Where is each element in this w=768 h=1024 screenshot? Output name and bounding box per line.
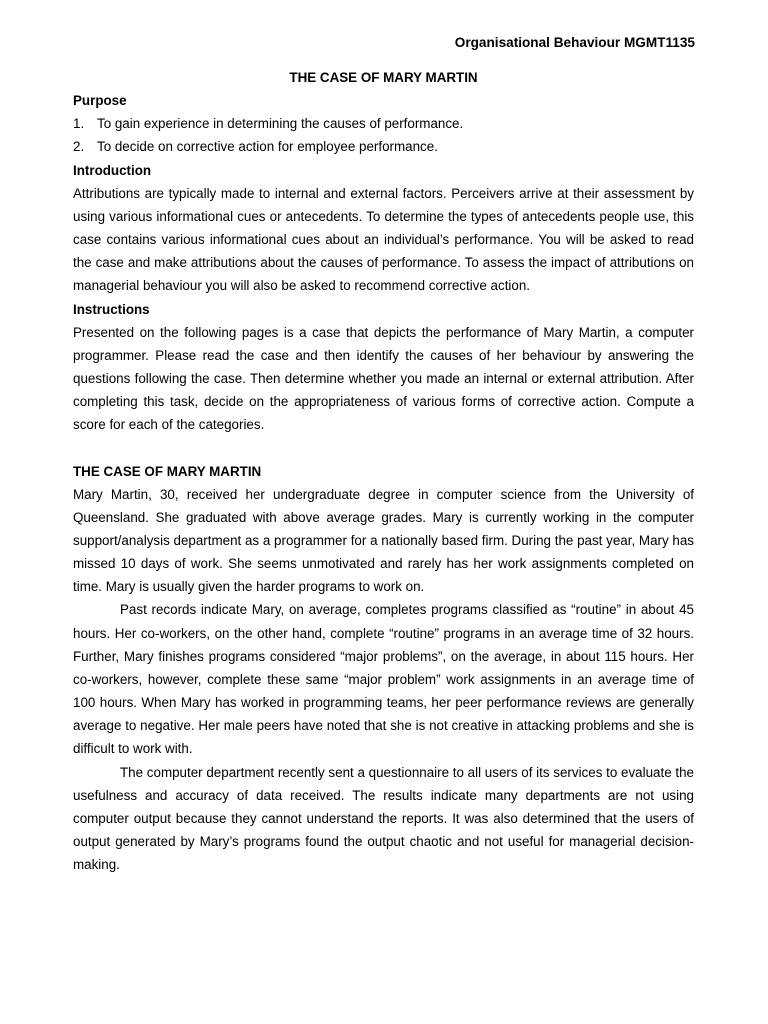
purpose-item	[73, 135, 694, 158]
case-paragraph: Mary Martin, 30, received her undergraduate degree in computer science from the University of Queensland. She graduated with above average grades. Mary is currently working in the computer support/analysis department as a programmer for a nationally based firm. During the past year, Mary has missed 10 days of work. She seems unmotivated and rarely has her work assignments completed on time. Mary is usually given the harder programs to work on.	[73, 486, 694, 595]
document-title: THE CASE OF MARY MARTIN	[289, 70, 478, 85]
section-spacer	[73, 437, 694, 460]
case-paragraph: The computer department recently sent a questionnaire to all users of its services to evaluate the usefulness and accuracy of data received. The results indicate many departments are not using computer output because they cannot understand the reports. It was also determined that the users of output generated by Mary’s programs found the output chaotic and not useful for managerial decision-making.	[73, 764, 694, 873]
instructions-heading: Instructions	[73, 301, 150, 317]
purpose-item-number: 1.	[73, 116, 85, 132]
purpose-heading: Purpose	[73, 93, 127, 109]
case-paragraph: Past records indicate Mary, on average, completes programs classified as “routine” in about 45 hours. Her co-workers, on the other hand, complete “routine” programs in an average time of 32 hours. Further, Mary finishes programs considered “major problems”, on the average, in about 115 hours. Her co-workers, however, complete these same “major problem” work assignments in an average time of 100 hours. When Mary has worked in programming teams, her peer performance reviews are generally average to negative. Her male peers have noted that she is not creative in attacking problems and she is difficult to work with.	[73, 602, 694, 757]
instructions-paragraph: Presented on the following pages is a case that depicts the performance of Mary Martin, a computer programmer. Please read the case and then identify the causes of her behaviour by answering the questions following the case. Then determine whether you made an internal or external attribution. After completing this task, decide on the appropriateness of various forms of corrective action. Compute a score for each of the categories.	[73, 324, 694, 433]
case-heading: THE CASE OF MARY MARTIN	[73, 463, 262, 479]
introduction-paragraph: Attributions are typically made to internal and external factors. Perceivers arrive at their assessment by using various informational cues or antecedents. To determine the types of antecedents people use, this case contains various informational cues about an individual’s performance. You will be asked to read the case and make attributions about the causes of performance. To assess the impact of attributions on managerial behaviour you will also be asked to recommend corrective action.	[73, 185, 694, 294]
document-body	[73, 66, 694, 876]
purpose-item-text: To gain experience in determining the causes of performance.	[97, 116, 464, 132]
introduction-heading: Introduction	[73, 162, 152, 178]
purpose-item-number: 2.	[73, 139, 85, 155]
purpose-list	[73, 112, 694, 158]
purpose-item-text: To decide on corrective action for employee performance.	[97, 139, 438, 155]
course-header: Organisational Behaviour MGMT1135	[454, 35, 695, 50]
purpose-item	[73, 112, 694, 135]
